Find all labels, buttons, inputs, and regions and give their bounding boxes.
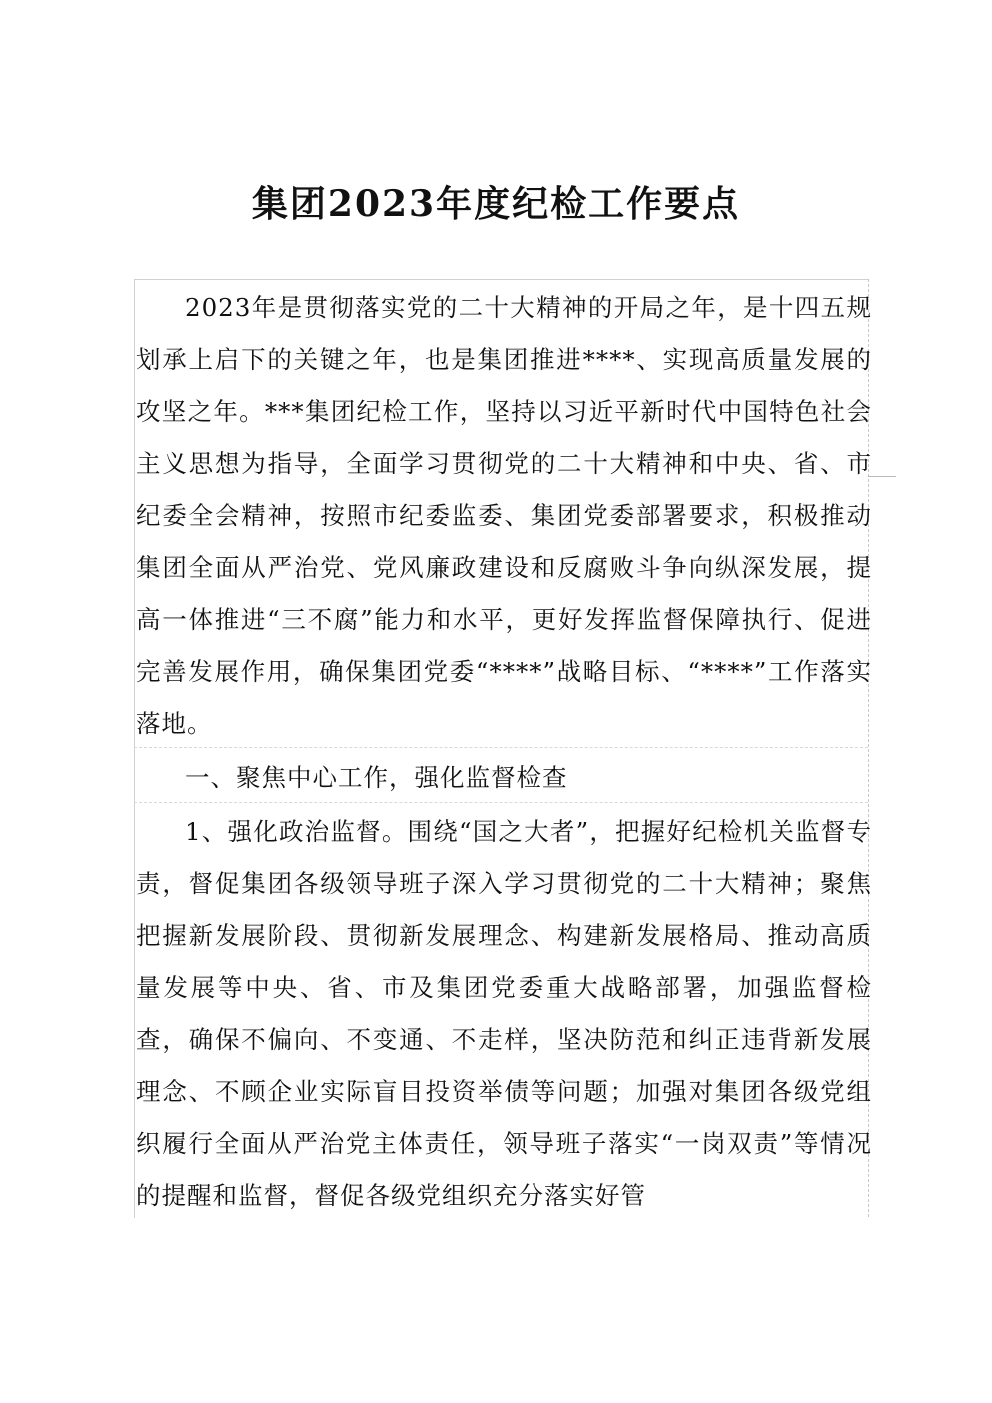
divider — [134, 802, 868, 803]
document-title: 集团2023年度纪检工作要点 — [251, 183, 741, 225]
intro-paragraph: 2023年是贯彻落实党的二十大精神的开局之年，是十四五规划承上启下的关键之年，也是集团推进****、实现高质量发展的攻坚之年。***集团纪检工作，坚持以习近平新时代中国特色社会主义思想为指导，全面学习贯彻党的二十大精神和中央、省、市纪委全会精神，按照市纪委监委、集团党委部署要求，积极推动集团全面从严治党、党风廉政建设和反腐败斗争向纵深发展，提高一体推进“三不腐”能力和水平，更好发挥监督保障执行、促进完善发展作用，确保集团党委“****”战略目标、“****”工作落实落地。 — [136, 293, 872, 738]
section-heading: 一、聚焦中心工作，强化监督检查 — [185, 763, 568, 792]
divider — [134, 747, 868, 748]
margin-tick — [868, 476, 896, 477]
item-paragraph: 1、强化政治监督。围绕“国之大者”，把握好纪检机关监督专责，督促集团各级领导班子深入学习贯彻党的二十大精神；聚焦把握新发展阶段、贯彻新发展理念、构建新发展格局、推动高质量发展等中央、省、市及集团党委重大战略部署，加强监督检查，确保不偏向、不变通、不走样，坚决防范和纠正违背新发展理念、不顾企业实际盲目投资举债等问题；加强对集团各级党组织履行全面从严治党主体责任，领导班子落实“一岗双责”等情况的提醒和监督，督促各级党组织充分落实好管 — [136, 817, 872, 1210]
